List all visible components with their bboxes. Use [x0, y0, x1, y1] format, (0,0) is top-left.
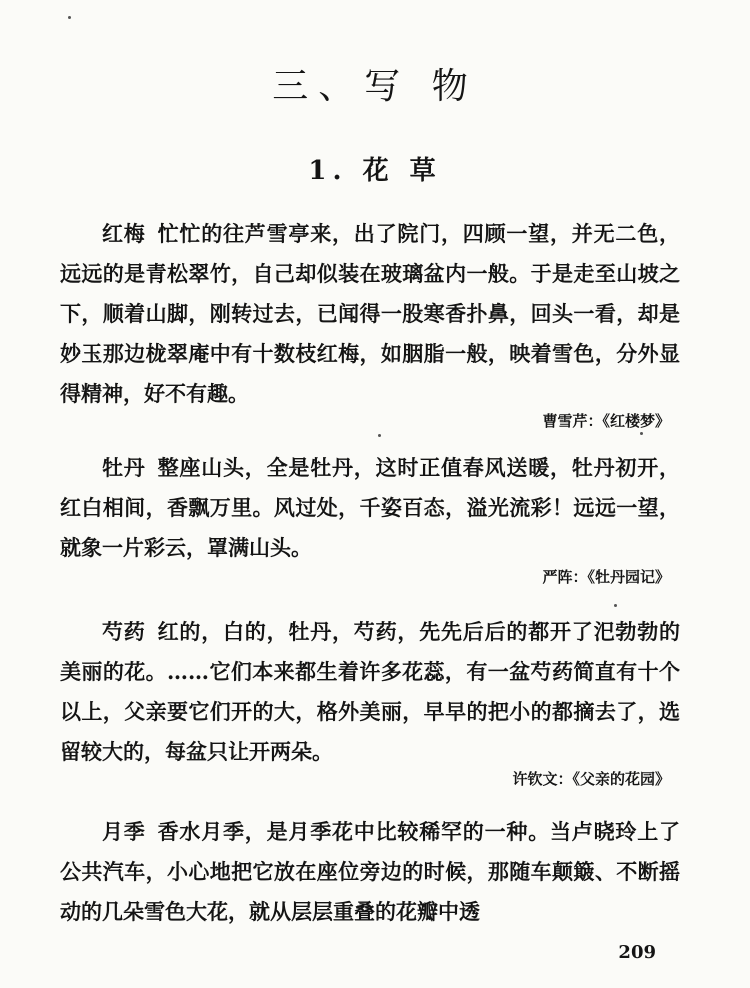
entry-paragraph — [60, 214, 680, 414]
entry-term: 芍药 — [102, 619, 146, 644]
entry-text: 忙忙的往芦雪亭来，出了院门，四顾一望，并无二色，远远的是青松翠竹，自己却似装在玻璃盆内一般。于是走至山坡之下，顺着山脚，刚转过去，已闻得一股寒香扑鼻，回头一看，却是妙玉那边栊翠庵中有十数枝红梅，如胭脂一般，映着雪色，分外显得精神，好不有趣。 — [60, 221, 681, 406]
entry-source: 严阵：《牡丹园记》 — [542, 568, 670, 586]
entry-yueji — [60, 812, 680, 932]
entry-text: 红的，白的，牡丹，芍药，先先后后的都开了汜勃勃的美丽的花。……它们本来都生着许多花蕊，有一盆芍药简直有十个以上，父亲要它们开的大，格外美丽，早早的把小的都摘去了，选留较大的，每盆只让开两朵。 — [60, 619, 681, 764]
entry-shaoyao — [60, 612, 680, 772]
entry-term: 红梅 — [102, 221, 146, 246]
entry-source: 曹雪芹：《红楼梦》 — [542, 412, 670, 430]
page-number: 209 — [618, 942, 656, 963]
entry-mudan — [60, 448, 680, 568]
print-speck — [68, 16, 71, 19]
print-speck — [640, 432, 643, 435]
entry-source: 许钦文：《父亲的花园》 — [512, 770, 670, 788]
entry-paragraph — [60, 612, 680, 772]
section-title: 1. 花 草 — [308, 156, 442, 186]
entry-text: 整座山头，全是牡丹，这时正值春风送暖，牡丹初开，红白相间，香飘万里。风过处，千姿百态，溢光流彩！远远一望，就象一片彩云，罩满山头。 — [60, 455, 681, 560]
print-speck — [378, 434, 381, 437]
entry-paragraph — [60, 448, 680, 568]
entry-text: 香水月季，是月季花中比较稀罕的一种。当卢晓玲上了公共汽车，小心地把它放在座位旁边的时候，那随车颠簸、不断摇动的几朵雪色大花，就从层层重叠的花瓣中透 — [60, 819, 681, 924]
entry-term: 牡丹 — [102, 455, 146, 480]
entry-hongmei — [60, 214, 680, 414]
entry-paragraph — [60, 812, 680, 932]
chapter-title: 三、写 物 — [272, 66, 478, 107]
print-speck — [614, 604, 617, 607]
entry-term: 月季 — [102, 819, 146, 844]
